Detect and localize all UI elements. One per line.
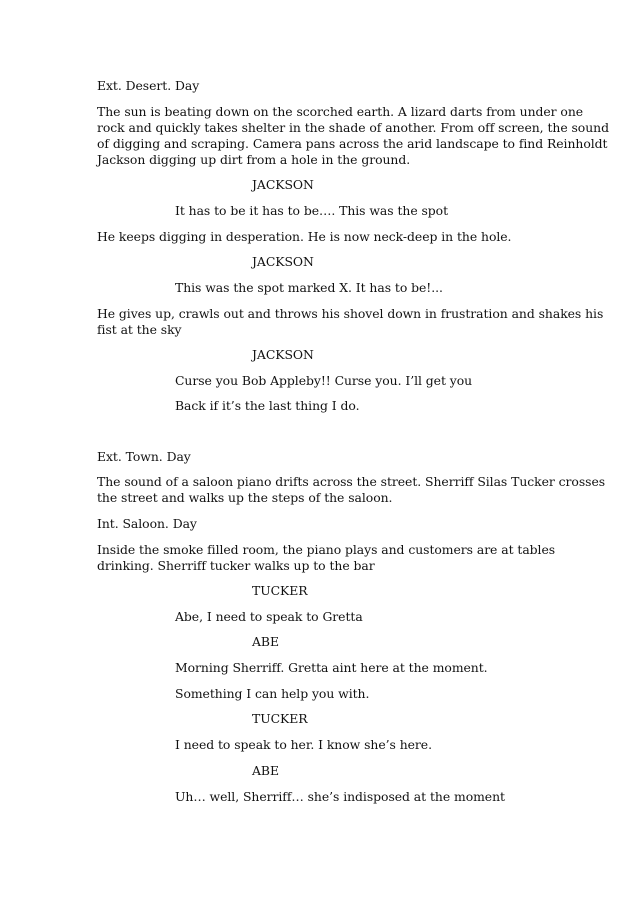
character-name: TUCKER xyxy=(252,583,308,598)
character-name: JACKSON xyxy=(252,177,314,192)
character-name: JACKSON xyxy=(252,347,314,362)
scene-heading-desert: Ext. Desert. Day xyxy=(97,78,200,93)
action-line: the street and walks up the steps of the saloon. xyxy=(97,490,393,505)
character-name: TUCKER xyxy=(252,711,308,726)
action-line: He keeps digging in desperation. He is now neck-deep in the hole. xyxy=(97,229,512,244)
scene-heading-town: Ext. Town. Day xyxy=(97,449,191,464)
scene-heading-saloon: Int. Saloon. Day xyxy=(97,516,197,531)
dialogue-line: Something I can help you with. xyxy=(175,686,370,701)
dialogue-line: This was the spot marked X. It has to be!... xyxy=(175,280,443,295)
dialogue-line: Curse you Bob Appleby!! Curse you. I’ll get you xyxy=(175,373,473,388)
action-line: Inside the smoke filled room, the piano plays and customers are at tables xyxy=(97,542,556,557)
action-line: drinking. Sherriff tucker walks up to the bar xyxy=(97,558,375,573)
dialogue-line: Uh… well, Sherriff… she’s indisposed at the moment xyxy=(175,789,505,804)
character-name: ABE xyxy=(252,634,279,649)
action-line: The sun is beating down on the scorched earth. A lizard darts from under one xyxy=(97,104,584,119)
action-line: The sound of a saloon piano drifts across the street. Sherriff Silas Tucker crosses xyxy=(97,474,606,489)
character-name: ABE xyxy=(252,763,279,778)
dialogue-line: Abe, I need to speak to Gretta xyxy=(175,609,363,624)
action-line: of digging and scraping. Camera pans across the arid landscape to find Reinholdt xyxy=(97,136,608,151)
action-line: fist at the sky xyxy=(97,322,182,337)
dialogue-line: Morning Sherriff. Gretta aint here at the moment. xyxy=(175,660,488,675)
dialogue-line: I need to speak to her. I know she’s here. xyxy=(175,737,432,752)
dialogue-line: It has to be it has to be…. This was the spot xyxy=(175,203,449,218)
dialogue-line: Back if it’s the last thing I do. xyxy=(175,398,360,413)
character-name: JACKSON xyxy=(252,254,314,269)
action-line: Jackson digging up dirt from a hole in the ground. xyxy=(97,152,411,167)
action-line: rock and quickly takes shelter in the shade of another. From off screen, the sound xyxy=(97,120,609,135)
action-line: He gives up, crawls out and throws his shovel down in frustration and shakes his xyxy=(97,306,604,321)
